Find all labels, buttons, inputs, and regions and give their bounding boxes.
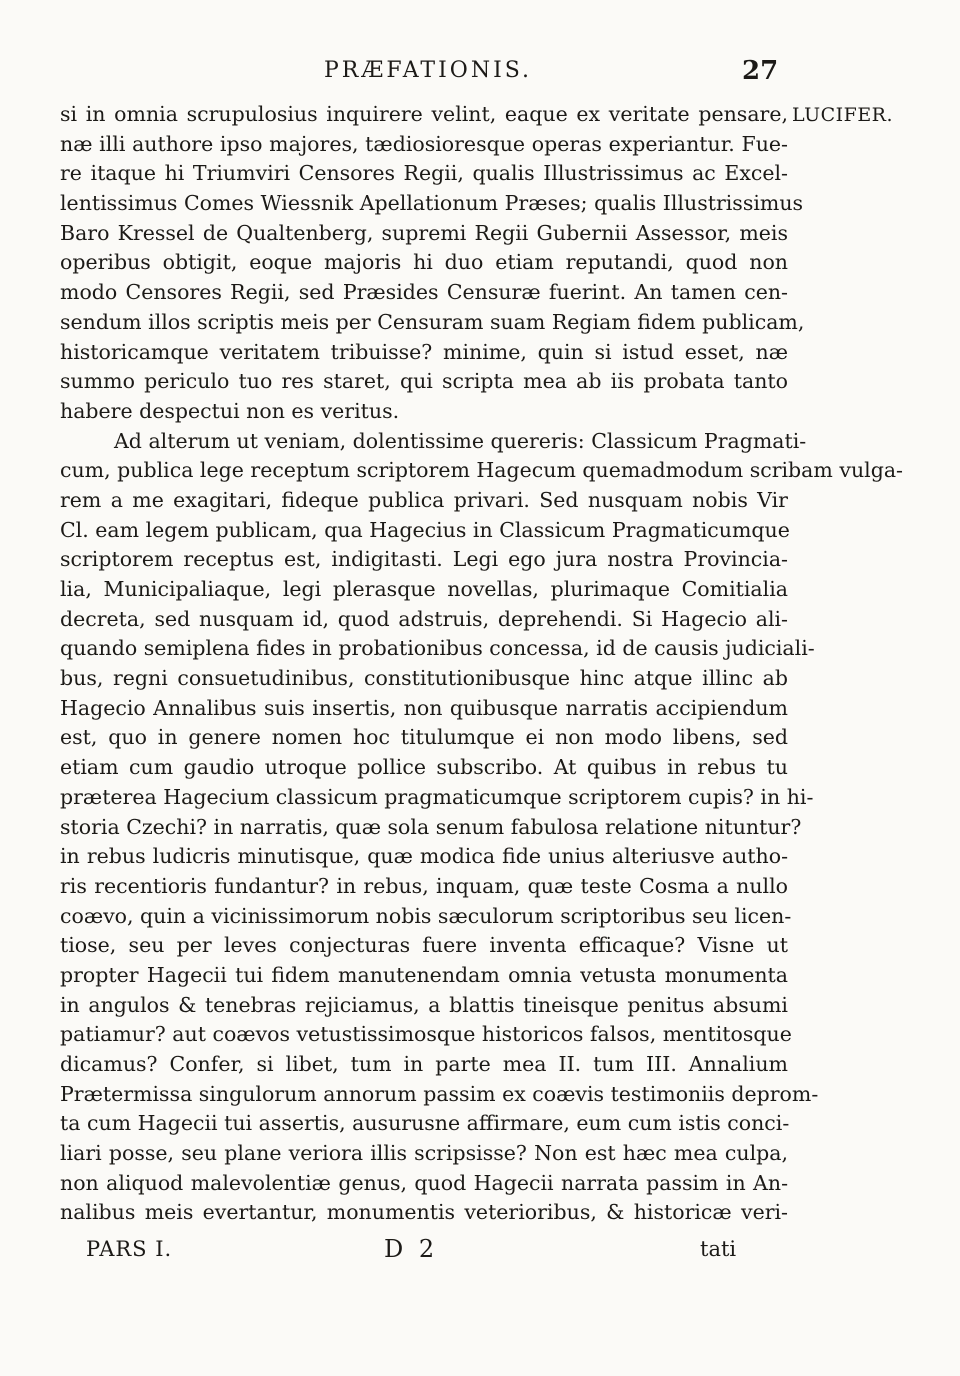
text-line: decreta, sed nusquam id, quod adstruis, deprehendi. Si Hagecio ali- [60, 606, 788, 631]
text-line: habere despectui non es veritus. [60, 398, 400, 423]
text-line: re itaque hi Triumviri Censores Regii, qualis Illustrissimus ac Excel- [60, 161, 788, 186]
text-line: Prætermissa singulorum annorum passim ex coævis testimoniis deprom- [60, 1081, 819, 1106]
text-line: næ illi authore ipso majores, tædiosioresque operas experiantur. Fue- [60, 131, 788, 156]
page-number: 27 [742, 56, 779, 86]
text-line: nalibus meis evertantur, monumentis veterioribus, & historicæ veri- [60, 1200, 788, 1225]
text-line: scriptorem receptus est, indigitasti. Legi ego jura nostra Provincia- [60, 547, 788, 572]
text-line: modo Censores Regii, sed Præsides Censuræ fuerint. An tamen cen- [60, 280, 788, 305]
text-line: dicamus? Confer, si libet, tum in parte mea II. tum III. Annalium [60, 1052, 788, 1076]
text-line: præterea Hagecium classicum pragmaticumque scriptorem cupis? in hi- [60, 784, 814, 809]
text-line: Cl. eam legem publicam, qua Hagecius in Classicum Pragmaticumque [60, 517, 790, 542]
text-line: coævo, quin a vicinissimorum nobis sæculorum scriptoribus seu licen- [60, 903, 792, 928]
text-line: Baro Kressel de Qualtenberg, supremi Regii Gubernii Assessor, meis [60, 220, 788, 245]
text-line: patiamur? aut coævos vetustissimosque historicos falsos, mentitosque [60, 1022, 792, 1047]
text-line: bus, regni consuetudinibus, constitutionibusque hinc atque illinc ab [60, 666, 788, 691]
text-line: quando semiplena fides in probationibus concessa, id de causis judiciali- [60, 636, 815, 661]
text-line: propter Hagecii tui fidem manutenendam omnia vetusta monumenta [60, 962, 788, 987]
signature-mark: PARS I. [86, 1237, 173, 1261]
text-line: Hagecio Annalibus suis insertis, non quibusque narratis accipiendum [60, 695, 788, 720]
text-line: summo periculo tuo res staret, qui scripta mea ab iis probata tanto [60, 369, 788, 394]
text-line: operibus obtigit, eoque majoris hi duo etiam reputandi, quod non [60, 250, 788, 275]
running-title: PRÆFATIONIS. [324, 58, 533, 83]
text-line: sendum illos scriptis meis per Censuram suam Regiam fidem publicam, [60, 309, 805, 334]
text-line: historicamque veritatem tribuisse? minime, quin si istud esset, næ [60, 339, 788, 364]
text-line: cum, publica lege receptum scriptorem Hagecum quemadmodum scribam vulga- [60, 458, 903, 483]
text-line: non aliquod malevolentiæ genus, quod Hagecii narrata passim in An- [60, 1170, 788, 1195]
text-line: lia, Municipaliaque, legi plerasque novellas, plurimaque Comitialia [60, 577, 788, 601]
text-line: liari posse, seu plane veriora illis scripsisse? Non est hæc mea culpa, [60, 1141, 788, 1166]
text-line: in rebus ludicris minutisque, quæ modica fide unius alteriusve autho- [60, 844, 788, 869]
sheet-mark: D 2 [384, 1235, 439, 1263]
text-line: tiose, seu per leves conjecturas fuere inventa efficaque? Visne ut [60, 933, 788, 958]
text-line: rem a me exagitari, fideque publica privari. Sed nusquam nobis Vir [60, 487, 788, 512]
text-line: est, quo in genere nomen hoc titulumque ei non modo libens, sed [60, 725, 788, 750]
margin-note: LUCIFER. [792, 104, 894, 126]
text-line: si in omnia scrupulosius inquirere velint, eaque ex veritate pensare, [60, 102, 788, 126]
catchword: tati [700, 1237, 737, 1261]
text-line: lentissimus Comes Wiessnik Apellationum Præses; qualis Illustrissimus [60, 191, 804, 216]
text-line: etiam cum gaudio utroque pollice subscribo. At quibus in rebus tu [60, 755, 788, 780]
running-head [0, 54, 960, 94]
text-line: storia Czechi? in narratis, quæ sola senum fabulosa relatione nituntur? [60, 814, 802, 839]
text-line: ris recentioris fundantur? in rebus, inquam, quæ teste Cosma a nullo [60, 873, 788, 898]
text-line: ta cum Hagecii tui assertis, ausurusne affirmare, eum cum istis conci- [60, 1111, 790, 1136]
text-line: Ad alterum ut veniam, dolentissime quereris: Classicum Pragmati- [114, 428, 807, 453]
page-footer [0, 1235, 960, 1275]
text-line: in angulos & tenebras rejiciamus, a blattis tineisque penitus absumi [60, 992, 788, 1017]
